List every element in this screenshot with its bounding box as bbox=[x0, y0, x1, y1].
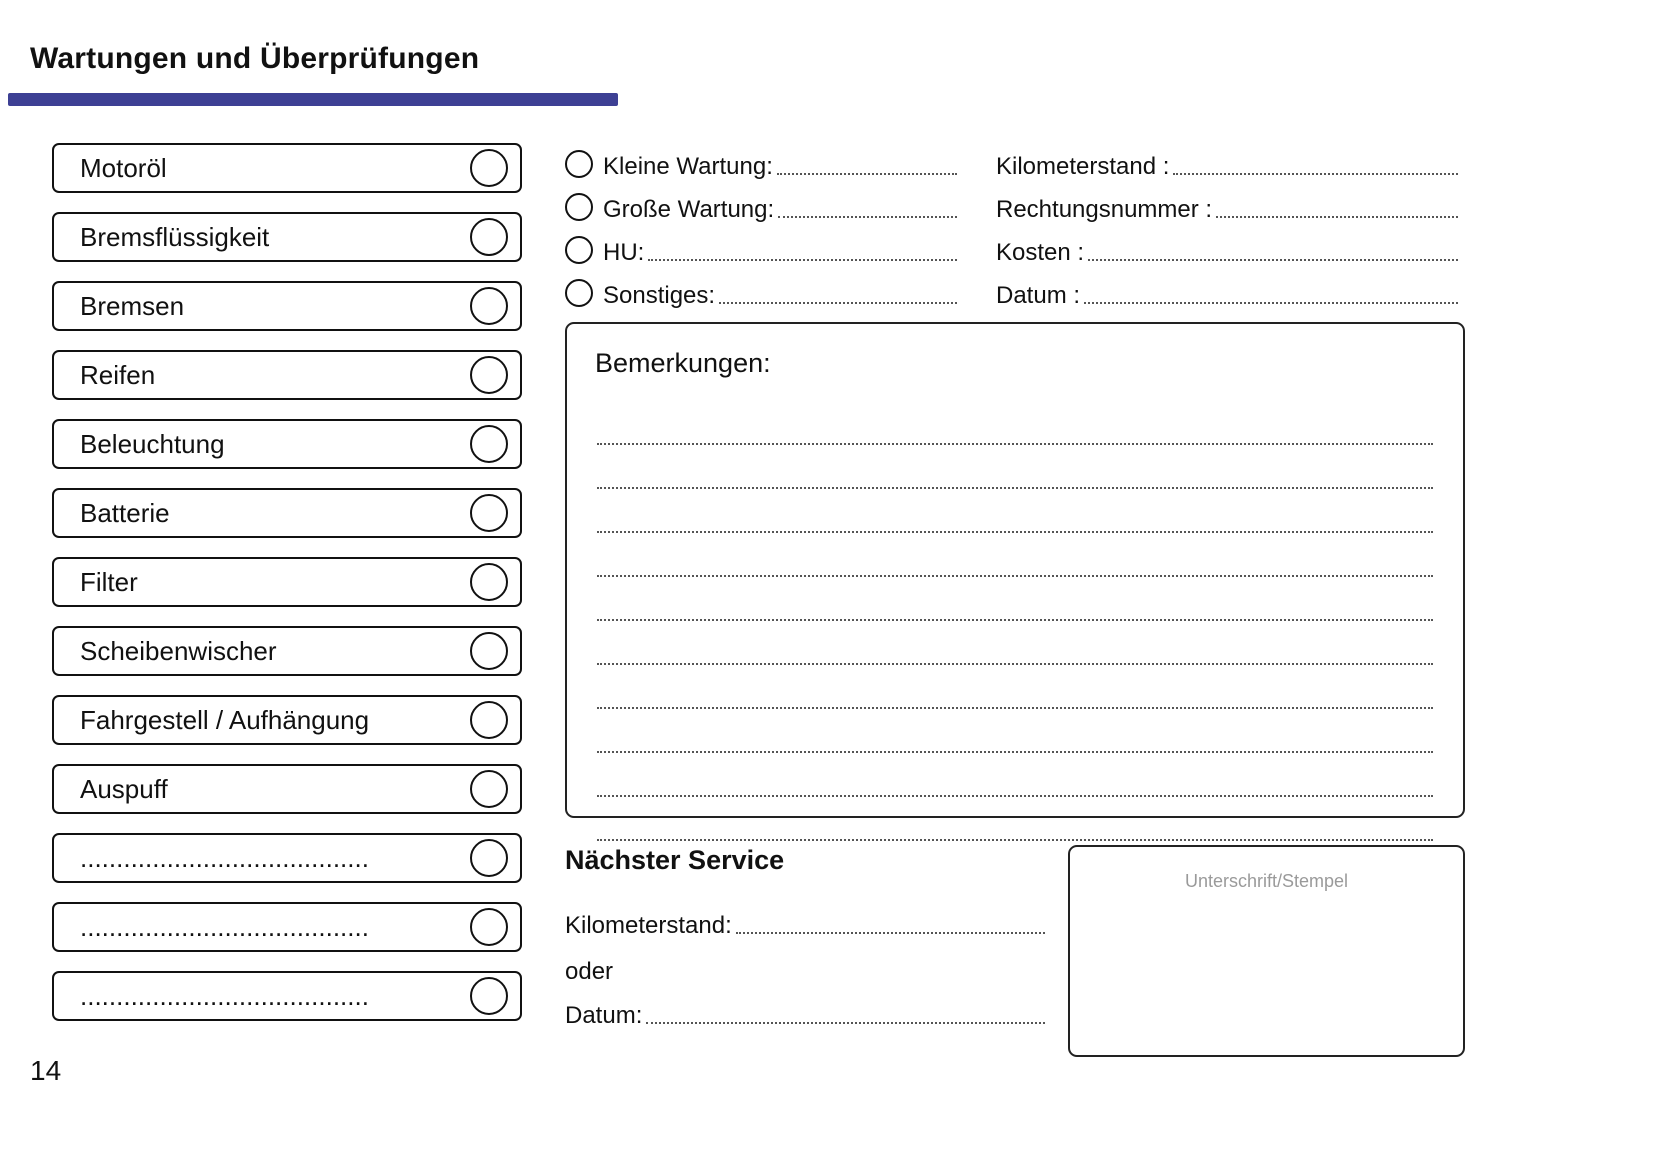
remarks-fill-line[interactable] bbox=[597, 533, 1433, 577]
field-next-datum bbox=[565, 988, 1045, 1032]
checklist-row-batterie bbox=[52, 488, 522, 538]
checklist-row-blank-3 bbox=[52, 971, 522, 1021]
page-number: 14 bbox=[30, 1055, 62, 1086]
fill-line[interactable] bbox=[777, 173, 957, 175]
fill-line[interactable] bbox=[719, 302, 957, 304]
field-label: Datum : bbox=[996, 282, 1081, 309]
field-label: Kleine Wartung: bbox=[603, 153, 773, 180]
remarks-fill-line[interactable] bbox=[597, 709, 1433, 753]
radio-circle[interactable] bbox=[565, 279, 593, 307]
field-grosse-wartung bbox=[565, 183, 957, 226]
checklist-row-fahrgestell bbox=[52, 695, 522, 745]
fill-line[interactable] bbox=[648, 259, 957, 261]
field-label: Rechtungsnummer : bbox=[996, 196, 1213, 223]
checklist-item-fill-line[interactable]: ........................................ bbox=[80, 842, 369, 873]
field-sonstiges bbox=[565, 269, 957, 312]
remarks-box bbox=[565, 322, 1465, 818]
next-service-section bbox=[565, 845, 1045, 1032]
page-title: Wartungen und Überprüfungen bbox=[30, 42, 480, 75]
checkbox-circle[interactable] bbox=[470, 563, 508, 601]
checklist-row-auspuff bbox=[52, 764, 522, 814]
signature-stamp-box[interactable] bbox=[1068, 845, 1465, 1057]
field-hu bbox=[565, 226, 957, 269]
checklist-item-fill-line[interactable]: ........................................ bbox=[80, 911, 369, 942]
oder-label: oder bbox=[565, 958, 614, 985]
title-underline-bar bbox=[8, 93, 618, 106]
checklist-row-blank-2 bbox=[52, 902, 522, 952]
checkbox-circle[interactable] bbox=[470, 977, 508, 1015]
field-label: Sonstiges: bbox=[603, 282, 716, 309]
field-rechnungsnummer bbox=[996, 183, 1458, 226]
maintenance-checklist bbox=[52, 143, 522, 1040]
fill-line[interactable] bbox=[1173, 173, 1458, 175]
field-kleine-wartung bbox=[565, 140, 957, 183]
remarks-fill-line[interactable] bbox=[597, 665, 1433, 709]
remarks-fill-line[interactable] bbox=[597, 621, 1433, 665]
checkbox-circle[interactable] bbox=[470, 632, 508, 670]
checkbox-circle[interactable] bbox=[470, 770, 508, 808]
checklist-row-bremsen bbox=[52, 281, 522, 331]
remarks-fill-line[interactable] bbox=[597, 753, 1433, 797]
checklist-row-blank-1 bbox=[52, 833, 522, 883]
checkbox-circle[interactable] bbox=[470, 839, 508, 877]
checklist-row-reifen bbox=[52, 350, 522, 400]
checkbox-circle[interactable] bbox=[470, 149, 508, 187]
checklist-item-label: Bremsen bbox=[80, 290, 185, 321]
checklist-row-motoroel bbox=[52, 143, 522, 193]
checkbox-circle[interactable] bbox=[470, 218, 508, 256]
next-service-heading: Nächster Service bbox=[565, 845, 785, 875]
checklist-item-label: Auspuff bbox=[80, 773, 168, 804]
field-datum bbox=[996, 269, 1458, 312]
remarks-fill-line[interactable] bbox=[597, 401, 1433, 445]
service-detail-fields bbox=[996, 140, 1458, 312]
fill-line[interactable] bbox=[736, 932, 1045, 934]
checklist-row-filter bbox=[52, 557, 522, 607]
signature-stamp-label: Unterschrift/Stempel bbox=[1184, 871, 1349, 891]
fill-line[interactable] bbox=[778, 216, 957, 218]
checklist-item-label: Bremsflüssigkeit bbox=[80, 221, 270, 252]
checklist-row-scheibenwischer bbox=[52, 626, 522, 676]
remarks-lines bbox=[597, 401, 1433, 841]
field-label: Große Wartung: bbox=[603, 196, 775, 223]
checkbox-circle[interactable] bbox=[470, 701, 508, 739]
checklist-item-label: Fahrgestell / Aufhängung bbox=[80, 704, 370, 735]
checkbox-circle[interactable] bbox=[470, 425, 508, 463]
checklist-item-label: Motoröl bbox=[80, 152, 167, 183]
fill-line[interactable] bbox=[646, 1022, 1045, 1024]
service-type-fields bbox=[565, 140, 957, 312]
radio-circle[interactable] bbox=[565, 236, 593, 264]
field-label: Kosten : bbox=[996, 239, 1085, 266]
remarks-fill-line[interactable] bbox=[597, 489, 1433, 533]
fill-line[interactable] bbox=[1088, 259, 1458, 261]
checkbox-circle[interactable] bbox=[470, 356, 508, 394]
field-label: Datum: bbox=[565, 1002, 643, 1029]
field-label: Kilometerstand: bbox=[565, 912, 732, 939]
checklist-item-fill-line[interactable]: ........................................ bbox=[80, 980, 369, 1011]
remarks-fill-line[interactable] bbox=[597, 577, 1433, 621]
remarks-label: Bemerkungen: bbox=[595, 348, 771, 378]
fill-line[interactable] bbox=[1084, 302, 1458, 304]
checklist-item-label: Batterie bbox=[80, 497, 170, 528]
checklist-row-beleuchtung bbox=[52, 419, 522, 469]
radio-circle[interactable] bbox=[565, 150, 593, 178]
checkbox-circle[interactable] bbox=[470, 287, 508, 325]
remarks-fill-line[interactable] bbox=[597, 445, 1433, 489]
field-label: Kilometerstand : bbox=[996, 153, 1170, 180]
radio-circle[interactable] bbox=[565, 193, 593, 221]
fill-line[interactable] bbox=[1216, 216, 1458, 218]
checklist-item-label: Filter bbox=[80, 566, 138, 597]
field-kosten bbox=[996, 226, 1458, 269]
field-kilometerstand bbox=[996, 140, 1458, 183]
field-label: HU: bbox=[603, 239, 645, 266]
checkbox-circle[interactable] bbox=[470, 908, 508, 946]
field-next-kilometerstand bbox=[565, 898, 1045, 942]
checklist-item-label: Beleuchtung bbox=[80, 428, 225, 459]
checkbox-circle[interactable] bbox=[470, 494, 508, 532]
checklist-row-bremsfluessigkeit bbox=[52, 212, 522, 262]
checklist-item-label: Reifen bbox=[80, 359, 156, 390]
checklist-item-label: Scheibenwischer bbox=[80, 635, 277, 666]
remarks-fill-line[interactable] bbox=[597, 797, 1433, 841]
